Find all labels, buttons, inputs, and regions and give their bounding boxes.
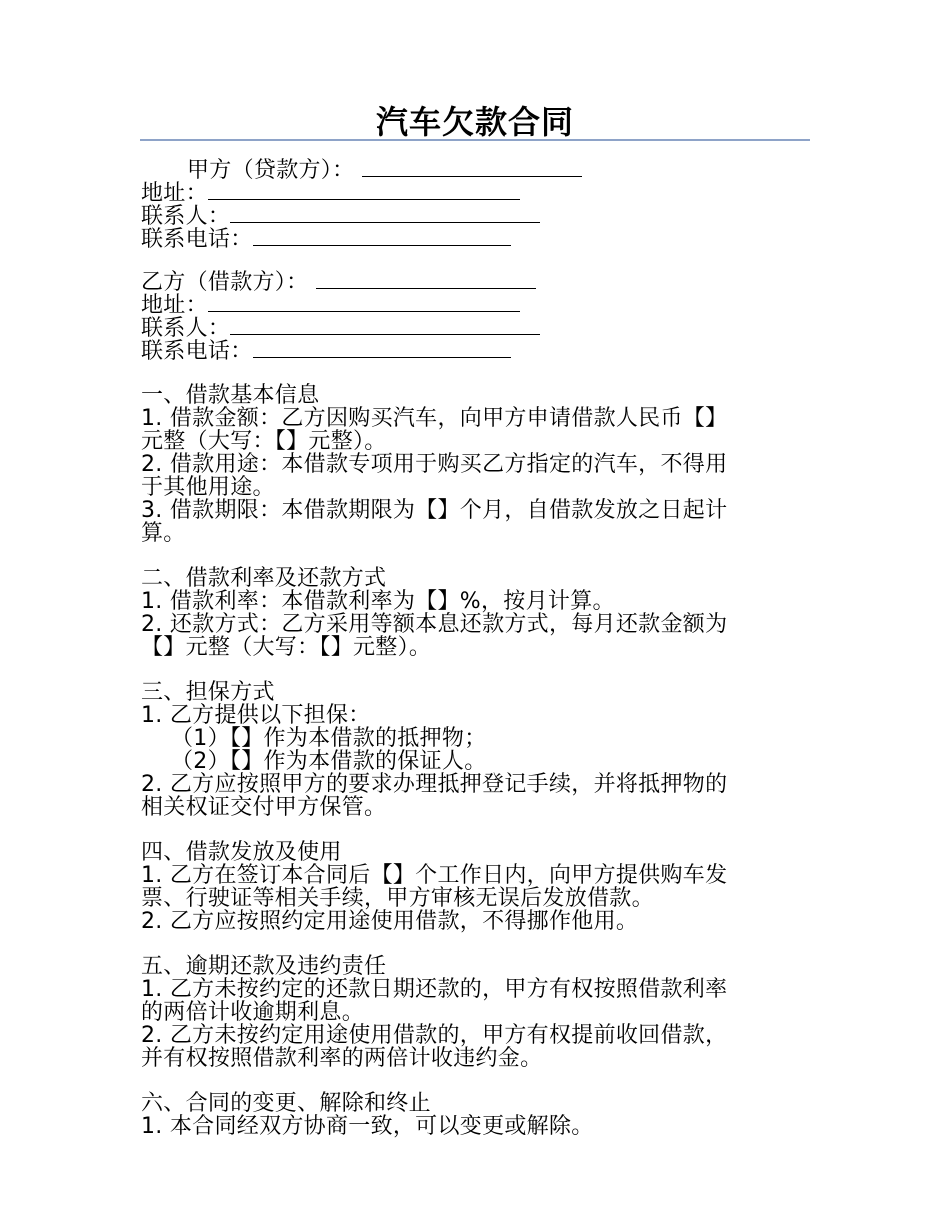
document-title: 汽车欠款合同	[375, 103, 574, 141]
section-4-line: 1. 乙方在签订本合同后【】个工作日内，向甲方提供购车发	[141, 863, 728, 888]
party-b-contact-line	[141, 316, 801, 339]
party-b-blank	[316, 270, 536, 289]
section-1-line: 算。	[141, 521, 186, 546]
party-a-contact-blank	[230, 204, 540, 223]
section-6-heading: 六、合同的变更、解除和终止	[141, 1091, 431, 1116]
party-b-label: 乙方（借款方）：	[141, 270, 309, 295]
party-a-phone-blank	[253, 227, 511, 246]
party-b-contact-label: 联系人：	[141, 316, 231, 341]
section-2-line: 2. 还款方式：乙方采用等额本息还款方式，每月还款金额为	[141, 612, 728, 637]
section-2-line: 【】元整（大写：【】元整）。	[141, 635, 432, 660]
section-4-heading: 四、借款发放及使用	[141, 840, 342, 865]
section-3-line: 2. 乙方应按照甲方的要求办理抵押登记手续，并将抵押物的	[141, 772, 728, 797]
section-1-heading: 一、借款基本信息	[141, 383, 320, 408]
party-a-address-label: 地址：	[141, 181, 208, 206]
party-a-label: 甲方（贷款方）：	[187, 158, 355, 183]
party-b-phone-blank	[253, 339, 511, 358]
party-b-contact-blank	[230, 316, 540, 335]
section-2-line: 1. 借款利率：本借款利率为【】%，按月计算。	[141, 589, 615, 614]
party-b-phone-label: 联系电话：	[141, 339, 253, 364]
party-a-contact-line	[141, 204, 801, 227]
party-a-address-line	[141, 181, 801, 204]
section-5-line: 2. 乙方未按约定用途使用借款的，甲方有权提前收回借款，	[141, 1023, 728, 1048]
section-3-subitem: （1）【】作为本借款的抵押物；	[171, 726, 487, 751]
section-3-line: 相关权证交付甲方保管。	[141, 795, 387, 820]
document-body	[141, 158, 801, 1138]
section-6-line: 1. 本合同经双方协商一致，可以变更或解除。	[141, 1114, 594, 1139]
party-a-address-blank	[208, 181, 520, 200]
party-b-address-line	[141, 293, 801, 316]
section-1-line: 于其他用途。	[141, 475, 275, 500]
section-5-line: 1. 乙方未按约定的还款日期还款的，甲方有权按照借款利率	[141, 977, 728, 1002]
party-a-phone-label: 联系电话：	[141, 227, 253, 252]
section-1-line: 2. 借款用途：本借款专项用于购买乙方指定的汽车，不得用	[141, 452, 728, 477]
section-5-line: 的两倍计收逾期利息。	[141, 1000, 365, 1025]
section-1-line: 1. 借款金额：乙方因购买汽车，向甲方申请借款人民币【】	[141, 406, 728, 431]
section-3-heading: 三、担保方式	[141, 680, 275, 705]
section-2-heading: 二、借款利率及还款方式	[141, 566, 387, 591]
party-a-phone-line	[141, 227, 801, 250]
party-b-label-line	[141, 270, 801, 293]
party-a-blank	[362, 158, 582, 177]
party-b-address-blank	[208, 293, 520, 312]
party-b-phone-line	[141, 339, 801, 362]
section-3-subitem: （2）【】作为本借款的保证人。	[171, 749, 487, 774]
section-1-line: 元整（大写：【】元整）。	[141, 429, 387, 454]
party-a-label-line	[141, 158, 801, 181]
section-1-line: 3. 借款期限：本借款期限为【】个月，自借款发放之日起计	[141, 498, 728, 523]
section-5-line: 并有权按照借款利率的两倍计收违约金。	[141, 1046, 543, 1071]
title-underline	[140, 139, 810, 141]
section-4-line: 票、行驶证等相关手续，甲方审核无误后发放借款。	[141, 886, 654, 911]
party-b-address-label: 地址：	[141, 293, 208, 318]
section-3-line: 1. 乙方提供以下担保：	[141, 703, 371, 728]
section-5-heading: 五、逾期还款及违约责任	[141, 954, 387, 979]
party-a-contact-label: 联系人：	[141, 204, 231, 229]
section-4-line: 2. 乙方应按照约定用途使用借款，不得挪作他用。	[141, 909, 639, 934]
